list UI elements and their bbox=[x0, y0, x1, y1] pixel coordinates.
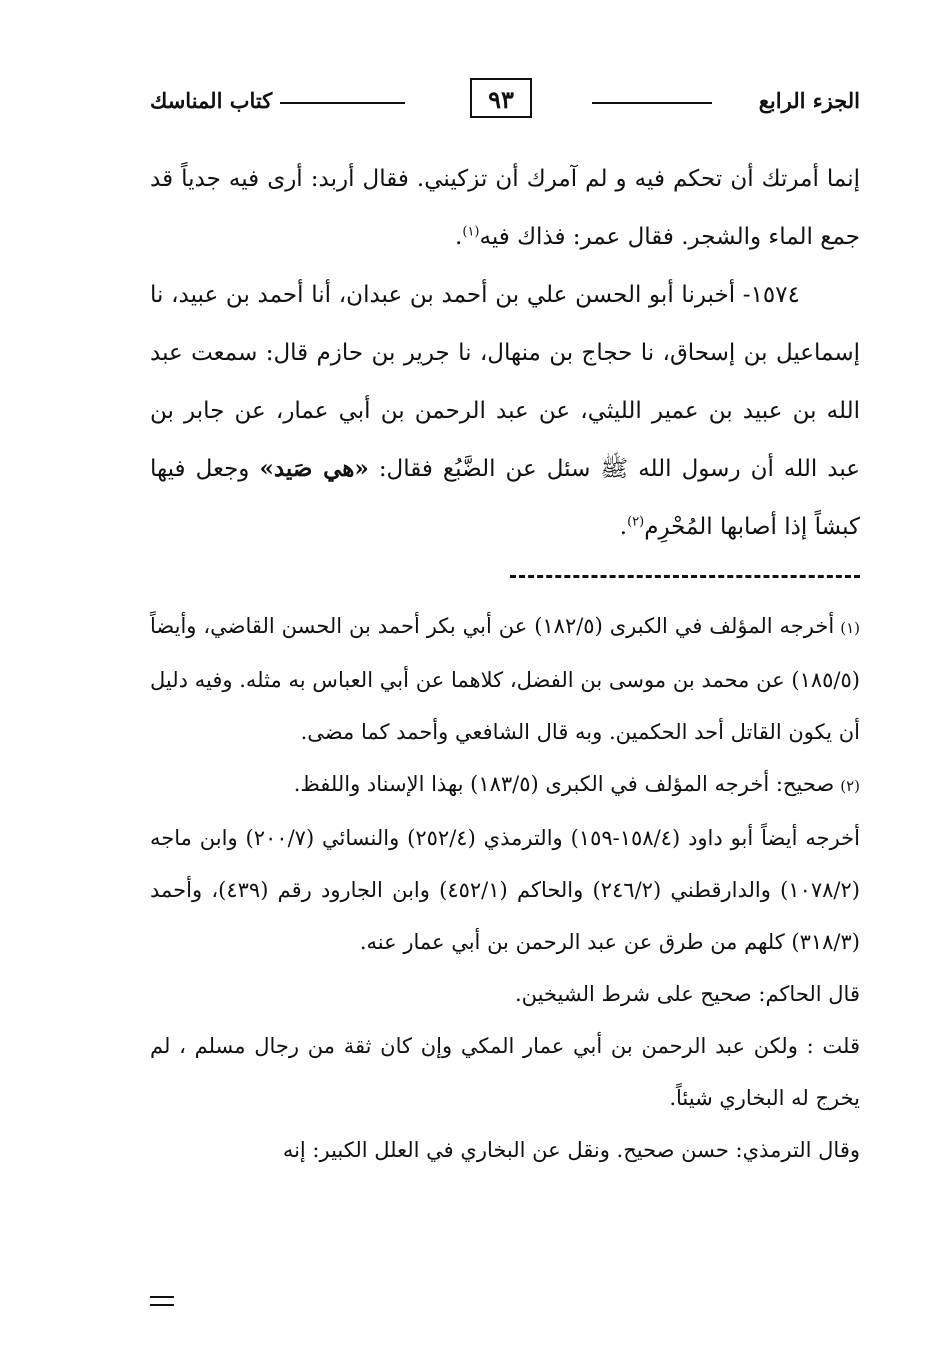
paragraph-1-text: إنما أمرتك أن تحكم فيه و لم آمرك أن تزكيني. فقال أربد: أرى فيه جدياً قد جمع الماء والشجر. فقال عمر: فذاك فيه bbox=[150, 166, 860, 250]
footnote-1 bbox=[150, 600, 860, 758]
footnote-2-line-1: صحيح: أخرجه المؤلف في الكبرى (١٨٣/٥) بهذا الإسناد واللفظ. bbox=[293, 772, 835, 796]
paragraph-2-end: . bbox=[619, 514, 628, 540]
paragraph-1-end: . bbox=[455, 224, 463, 250]
paragraph-2 bbox=[150, 266, 860, 556]
page-number: ٩٣ bbox=[470, 78, 532, 118]
footnote-2-paragraph-2: أخرجه أيضاً أبو داود (١٥٨/٤-١٥٩) والترمذي (٢٥٢/٤) والنسائي (٢٠٠/٧) وابن ماجه (١٠٧٨/٢) والدارقطني (٢٤٦/٢) والحاكم (٤٥٢/١) وابن الجارود رقم (٤٣٩)، وأحمد (٣١٨/٣) كلهم من طرق عن عبد الرحمن بن أبي عمار عنه. bbox=[150, 826, 860, 954]
footnote-2-paragraph-3: قال الحاكم: صحيح على شرط الشيخين. bbox=[514, 982, 860, 1006]
hadith-quote: «هي صَيد» bbox=[259, 455, 369, 482]
footnote-1-number: (١) bbox=[840, 619, 860, 637]
header-rule-left bbox=[280, 102, 405, 104]
page-header bbox=[150, 78, 860, 122]
paragraph-2-text: ١٥٧٤- أخبرنا أبو الحسن علي بن أحمد بن عبدان، أنا أحمد بن عبيد، نا إسماعيل بن إسحاق، نا حجاج بن منهال، نا جرير بن حازم قال: سمعت عبد الله بن عبيد بن عمير الليثي، عن عبد الرحمن بن أبي عمار، عن جابر بن عبد الله أن رسول الله ﷺ سئل عن الضَّبُع فقال: bbox=[150, 282, 861, 482]
footnote-2-paragraph-4: قلت : ولكن عبد الرحمن بن أبي عمار المكي وإن كان ثقة من رجال مسلم ، لم يخرج له البخاري شيئاً. bbox=[150, 1034, 860, 1110]
footnote-2-paragraph-5: وقال الترمذي: حسن صحيح. ونقل عن البخاري في العلل الكبير: إنه bbox=[282, 1138, 860, 1162]
header-rule-right bbox=[592, 102, 712, 104]
footnote-ref-2: (٢) bbox=[627, 514, 645, 530]
footnote-separator bbox=[510, 575, 860, 578]
book-title: كتاب المناسك bbox=[150, 88, 273, 113]
paragraph-1 bbox=[150, 150, 860, 266]
main-text bbox=[150, 150, 860, 556]
footnote-1-text: أخرجه المؤلف في الكبرى (١٨٢/٥) عن أبي بكر أحمد بن الحسن القاضي، وأيضاً (١٨٥/٥) عن محمد بن موسى بن الفضل، كلاهما عن أبي العباس به مثله. وفيه دليل أن يكون القاتل أحد الحكمين. وبه قال الشافعي وأحمد كما مضى. bbox=[150, 614, 860, 744]
footnote-2 bbox=[150, 758, 860, 812]
footnote-2-number: (٢) bbox=[840, 777, 860, 795]
volume-title: الجزء الرابع bbox=[758, 88, 860, 113]
paragraph-2-rest: وجعل فيها كبشاً إذا أصابها المُحْرِم bbox=[150, 456, 860, 540]
footnotes bbox=[150, 600, 860, 1176]
footnote-ref-1: (١) bbox=[462, 224, 480, 240]
continuation-mark-icon bbox=[150, 1296, 174, 1306]
